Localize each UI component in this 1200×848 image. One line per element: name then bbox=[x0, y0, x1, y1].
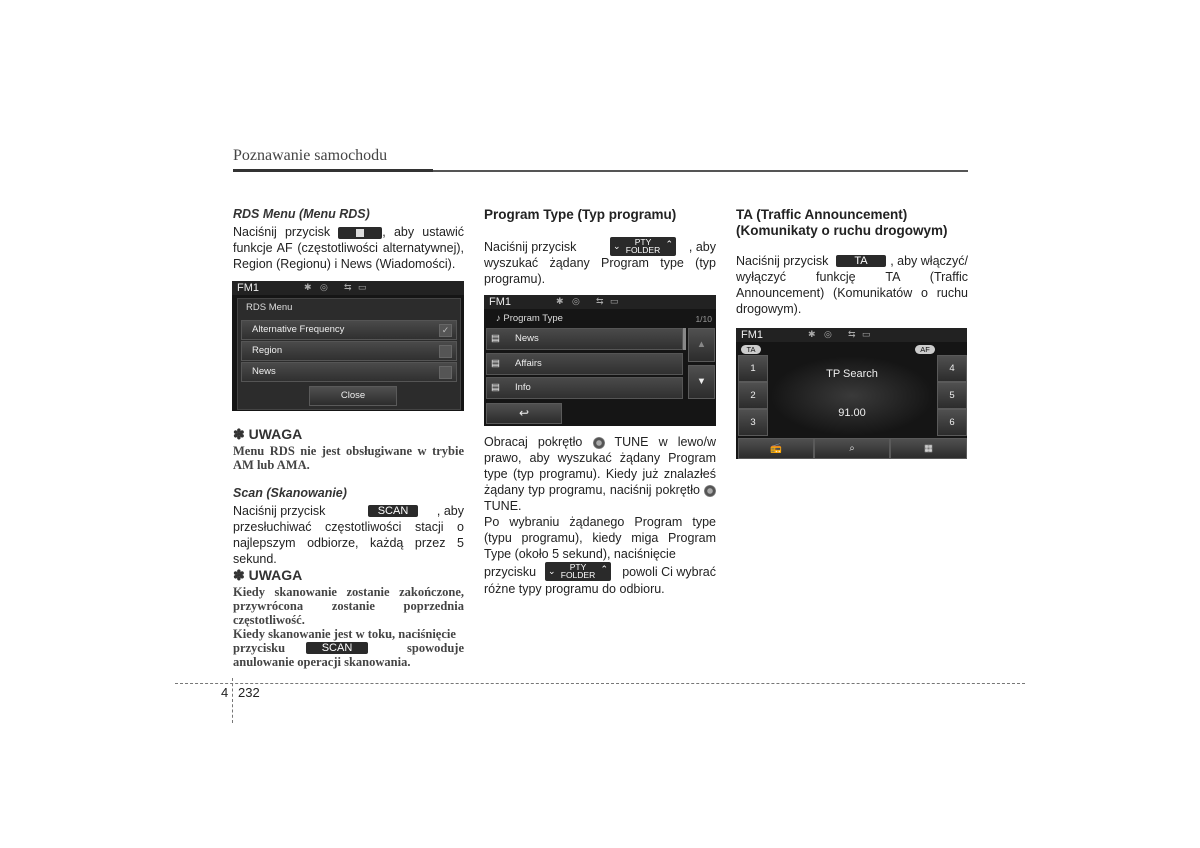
column-3 bbox=[736, 207, 968, 317]
rds-text: Naciśnij przycisk bbox=[233, 225, 331, 239]
frequency-display: 91.00 bbox=[838, 407, 866, 419]
list-icon: ▤ bbox=[491, 333, 500, 344]
aux-icon: ▭ bbox=[358, 282, 367, 292]
scan-section bbox=[233, 485, 464, 567]
rds-heading: RDS Menu (Menu RDS) bbox=[233, 207, 370, 221]
status-bar bbox=[484, 295, 716, 309]
disc-icon: ◎ bbox=[824, 329, 832, 339]
uwaga-2 bbox=[233, 567, 464, 669]
usb-icon: ⇆ bbox=[344, 282, 352, 292]
menu-item-region[interactable] bbox=[241, 341, 457, 361]
tune-knob-icon bbox=[704, 485, 716, 497]
radio-list-button[interactable] bbox=[738, 438, 814, 459]
note-text: anulowanie operacji skanowania. bbox=[233, 655, 411, 669]
radio-search-icon: ⌕ bbox=[849, 443, 855, 454]
note-title: ✽ UWAGA bbox=[233, 426, 303, 442]
tp-search-status: TP Search bbox=[826, 368, 878, 380]
band-label: FM1 bbox=[741, 329, 763, 341]
column-1 bbox=[233, 206, 464, 272]
pty-text-cont: wyszukać żądany Program type (typ programu). bbox=[484, 256, 716, 286]
checkbox[interactable] bbox=[439, 345, 452, 358]
disc-icon: ◎ bbox=[572, 296, 580, 306]
scan-heading: Scan (Skanowanie) bbox=[233, 486, 347, 500]
ta-line-1 bbox=[736, 253, 968, 269]
preset-4-button[interactable]: 4 bbox=[937, 355, 967, 382]
preset-5-button[interactable]: 5 bbox=[937, 382, 967, 409]
usb-icon: ⇆ bbox=[848, 329, 856, 339]
rds-paragraph bbox=[233, 224, 464, 272]
menu-button-icon bbox=[338, 227, 382, 239]
back-icon: ↩ bbox=[518, 406, 530, 420]
af-indicator: AF bbox=[915, 345, 935, 354]
note-text: Menu RDS nie jest obsługiwane w trybie AM lub AMA. bbox=[233, 444, 464, 472]
ta-indicator: TA bbox=[741, 345, 761, 354]
pty-item-label: News bbox=[515, 333, 539, 344]
menu-grid-icon: ▦ bbox=[924, 443, 933, 454]
tune-text: Obracaj pokrętło bbox=[484, 435, 583, 449]
footer-rule bbox=[175, 683, 1025, 684]
radio-search-button[interactable] bbox=[814, 438, 890, 459]
disc-icon: ◎ bbox=[320, 282, 328, 292]
column-2 bbox=[484, 207, 716, 287]
pty-select-paragraph bbox=[484, 514, 716, 597]
program-type-screen bbox=[484, 295, 716, 426]
rds-menu-screen bbox=[232, 281, 464, 411]
bluetooth-icon: ✱ bbox=[808, 329, 816, 339]
menu-button[interactable] bbox=[890, 438, 967, 459]
pty-folder-button-icon bbox=[545, 562, 611, 581]
list-title: Program Type bbox=[503, 313, 563, 324]
pty-select-text: powoli Ci wybrać bbox=[622, 565, 716, 579]
page-number: 232 bbox=[238, 685, 260, 700]
pty-select-text: przycisku bbox=[484, 565, 537, 579]
menu-item-label: Region bbox=[252, 345, 283, 356]
preset-2-button[interactable]: 2 bbox=[738, 382, 768, 409]
chevron-down-icon: ⌄ bbox=[548, 566, 556, 576]
usb-icon: ⇆ bbox=[596, 296, 604, 306]
page-counter: 1/10 bbox=[695, 314, 712, 324]
bluetooth-icon: ✱ bbox=[304, 282, 312, 292]
ta-text: Naciśnij przycisk bbox=[736, 254, 829, 268]
header-rule-accent bbox=[233, 169, 433, 172]
pty-select-text: różne typy programu do odbioru. bbox=[484, 582, 665, 596]
back-button[interactable] bbox=[486, 403, 562, 424]
tune-text: TUNE w lewo/w prawo, aby wyszukać żądany Program type (typ programu). Kiedy już znalazłeś żądany typ programu, naciśnij pokrętło bbox=[484, 435, 716, 497]
pty-select-text: Po wybraniu żądanego Program type (typu programu), kiedy miga Program Type (około 5 sekund), naciśnięcie bbox=[484, 515, 716, 561]
tune-text: TUNE. bbox=[484, 499, 522, 513]
pty-text: , aby bbox=[688, 240, 716, 254]
ta-heading: TA (Traffic Announcement) bbox=[736, 207, 908, 222]
scan-text: Naciśnij przycisk bbox=[233, 504, 326, 518]
menu-item-af[interactable] bbox=[241, 320, 457, 340]
folder-label: FOLDER bbox=[560, 570, 596, 580]
pty-item-affairs[interactable] bbox=[486, 353, 683, 375]
note-text: Kiedy skanowanie zostanie zakończone, przywrócona zostanie poprzednia częstotliwość. bbox=[233, 585, 464, 627]
close-button[interactable]: Close bbox=[309, 386, 397, 406]
scan-button-icon: SCAN bbox=[368, 505, 418, 517]
preset-1-button[interactable]: 1 bbox=[738, 355, 768, 382]
music-note-icon: ♪ bbox=[496, 313, 501, 324]
band-label: FM1 bbox=[489, 296, 511, 308]
scroll-up-button[interactable]: ▲ bbox=[688, 328, 715, 362]
chevron-up-icon: ⌃ bbox=[600, 564, 608, 574]
ta-screen bbox=[736, 328, 967, 459]
tune-paragraph bbox=[484, 434, 716, 514]
preset-3-button[interactable]: 3 bbox=[738, 409, 768, 436]
pty-label: PTY bbox=[634, 237, 652, 247]
preset-6-button[interactable]: 6 bbox=[937, 409, 967, 436]
note-text: przycisku bbox=[233, 641, 286, 655]
rds-menu-panel bbox=[237, 298, 461, 410]
rds-text-cont: , aby ustawić funkcje AF (częstotliwości alternatywnej), Region (Regionu) i News (Wiadomości). bbox=[233, 225, 464, 271]
folder-label: FOLDER bbox=[625, 245, 661, 255]
ta-text: , aby włączyć/ bbox=[890, 254, 968, 268]
note-text: spowoduje bbox=[407, 641, 464, 655]
bluetooth-icon: ✱ bbox=[556, 296, 564, 306]
ta-heading-sub: (Komunikaty o ruchu drogowym) bbox=[736, 223, 948, 238]
list-icon: ▤ bbox=[491, 382, 500, 393]
aux-icon: ▭ bbox=[862, 329, 871, 339]
checkbox[interactable] bbox=[439, 366, 452, 379]
uwaga-1 bbox=[233, 426, 464, 472]
pty-item-info[interactable] bbox=[486, 377, 683, 399]
scan-button-icon: SCAN bbox=[306, 642, 368, 654]
pty-label: PTY bbox=[569, 562, 587, 572]
scrollbar-thumb[interactable] bbox=[683, 328, 686, 350]
menu-item-news[interactable] bbox=[241, 362, 457, 382]
pty-text: Naciśnij przycisk bbox=[484, 240, 577, 254]
radio-list-icon: 📻 bbox=[770, 443, 782, 454]
pty-select-line bbox=[484, 562, 716, 581]
footer-divider bbox=[232, 678, 233, 723]
note-line bbox=[233, 641, 464, 655]
pty-item-label: Info bbox=[515, 382, 531, 393]
pty-item-label: Affairs bbox=[515, 358, 542, 369]
pty-folder-button-icon bbox=[610, 237, 676, 256]
chevron-down-icon: ⌄ bbox=[613, 241, 621, 251]
chapter-number: 4 bbox=[221, 685, 229, 700]
ta-text-cont: wyłączyć funkcję TA (Traffic Announcement) (Komunikatów o ruchu drogowym). bbox=[736, 270, 968, 316]
scan-text: , aby bbox=[436, 504, 464, 518]
status-bar bbox=[232, 281, 464, 295]
menu-item-label: Alternative Frequency bbox=[252, 324, 345, 335]
note-text: Kiedy skanowanie jest w toku, naciśnięcie bbox=[233, 627, 456, 641]
scan-line-1 bbox=[233, 503, 464, 519]
running-header: Poznawanie samochodu bbox=[233, 147, 388, 164]
list-icon: ▤ bbox=[491, 358, 500, 369]
menu-title: RDS Menu bbox=[246, 302, 293, 313]
pty-item-news[interactable] bbox=[486, 328, 683, 350]
list-header bbox=[496, 313, 563, 324]
scroll-down-button[interactable]: ▼ bbox=[688, 365, 715, 399]
tune-knob-icon bbox=[593, 437, 605, 449]
chevron-up-icon: ⌃ bbox=[665, 239, 673, 249]
band-label: FM1 bbox=[237, 282, 259, 294]
menu-item-label: News bbox=[252, 366, 276, 377]
note-title: ✽ UWAGA bbox=[233, 567, 303, 583]
aux-icon: ▭ bbox=[610, 296, 619, 306]
status-bar bbox=[736, 328, 967, 342]
ta-button-icon: TA bbox=[836, 255, 886, 267]
checkbox-checked-icon[interactable]: ✓ bbox=[439, 324, 452, 337]
scan-text-cont: przesłuchiwać częstotliwości stacji o najlepszym odbiorze, każdą przez 5 sekund. bbox=[233, 520, 464, 566]
pty-line-1 bbox=[484, 237, 716, 255]
program-type-heading: Program Type (Typ programu) bbox=[484, 207, 677, 222]
